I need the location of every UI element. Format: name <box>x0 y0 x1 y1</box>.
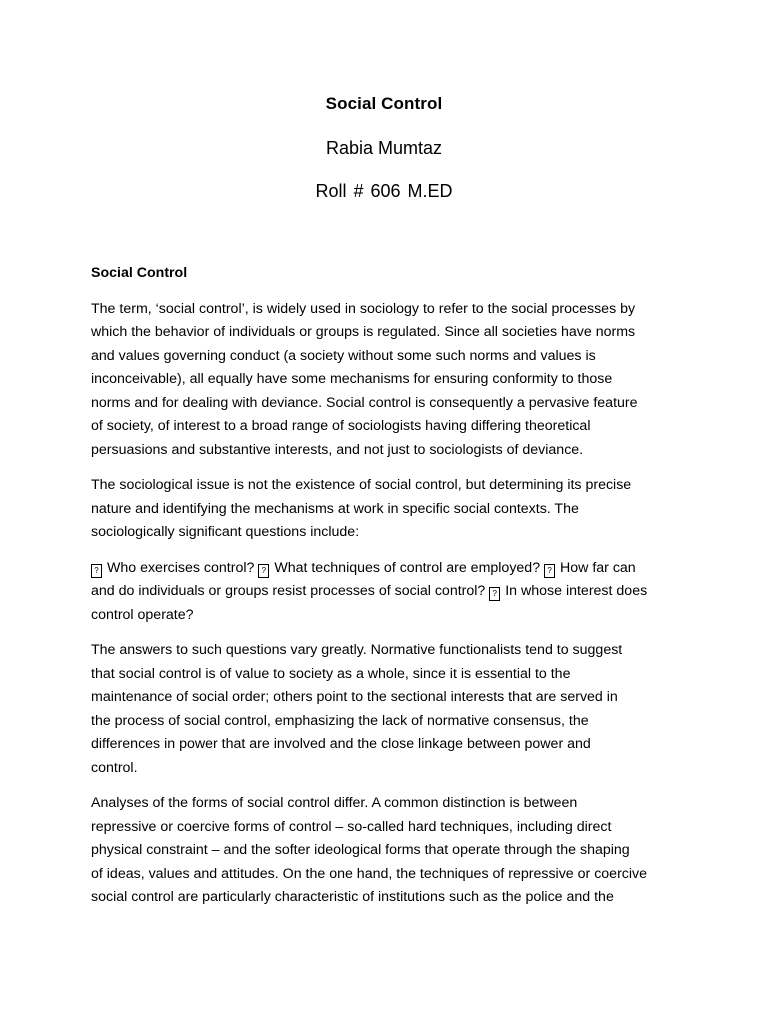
paragraph-answers <box>91 639 681 780</box>
question-item: How far can <box>560 559 636 576</box>
text-line: persuasions and substantive interests, and not just to sociologists of deviance. <box>91 441 584 458</box>
text-line: the process of social control, emphasizing the lack of normative consensus, the <box>91 712 589 729</box>
text-line: of society, of interest to a broad range of sociologists having differing theoretical <box>91 418 591 434</box>
bullet-icon: ? <box>544 564 555 578</box>
text-line: Analyses of the forms of social control differ. A common distinction is between <box>91 795 578 811</box>
questions-line: control operate? <box>91 606 194 623</box>
questions-line <box>91 557 681 581</box>
text-line: repressive or coercive forms of control – so-called hard techniques, including direct <box>91 818 612 835</box>
text-line: that social control is of value to society as a whole, since it is essential to the <box>91 665 571 682</box>
text-line: physical constraint – and the softer ideological forms that operate through the shaping <box>91 842 630 858</box>
questions-list <box>91 557 681 628</box>
text-line: sociologically significant questions include: <box>91 524 360 540</box>
document-title: Social Control <box>325 94 443 113</box>
section-heading: Social Control <box>91 265 188 281</box>
text-line: social control are particularly characteristic of institutions such as the police and the <box>91 889 614 905</box>
text-line: which the behavior of individuals or groups is regulated. Since all societies have norms <box>91 324 636 340</box>
bullet-icon: ? <box>91 564 102 578</box>
questions-line <box>91 580 681 604</box>
author-name: Rabia Mumtaz <box>325 138 443 158</box>
question-item: In whose interest does <box>505 583 648 599</box>
text-line: maintenance of social order; others point to the sectional interests that are served in <box>91 689 618 705</box>
paragraph-sociological-issue <box>91 474 681 545</box>
question-item: What techniques of control are employed? <box>274 559 541 576</box>
paragraph-forms-of-control <box>91 792 681 910</box>
text-line: The sociological issue is not the existence of social control, but determining its precise <box>91 477 632 493</box>
document-body <box>91 262 681 922</box>
text-line: nature and identifying the mechanisms at work in specific social contexts. The <box>91 500 579 517</box>
text-line: The answers to such questions vary greatly. Normative functionalists tend to suggest <box>91 642 623 658</box>
text-line: of ideas, values and attitudes. On the one hand, the techniques of repressive or coercive <box>91 865 648 882</box>
text-line: differences in power that are involved and the close linkage between power and <box>91 736 591 752</box>
text-line: control. <box>91 759 138 776</box>
text-line: The term, ‘social control’, is widely used in sociology to refer to the social processes by <box>91 300 636 317</box>
bullet-icon: ? <box>489 587 500 601</box>
paragraph-definition <box>91 298 681 463</box>
bullet-icon: ? <box>258 564 269 578</box>
roll-number: Roll # 606 M.ED <box>315 181 453 201</box>
question-item: and do individuals or groups resist processes of social control? <box>91 583 486 599</box>
question-item: Who exercises control? <box>106 559 255 576</box>
text-line: norms and for dealing with deviance. Social control is consequently a pervasive feature <box>91 394 638 411</box>
text-line: inconceivable), all equally have some mechanisms for ensuring conformity to those <box>91 371 613 387</box>
text-line: and values governing conduct (a society without some such norms and values is <box>91 347 596 364</box>
